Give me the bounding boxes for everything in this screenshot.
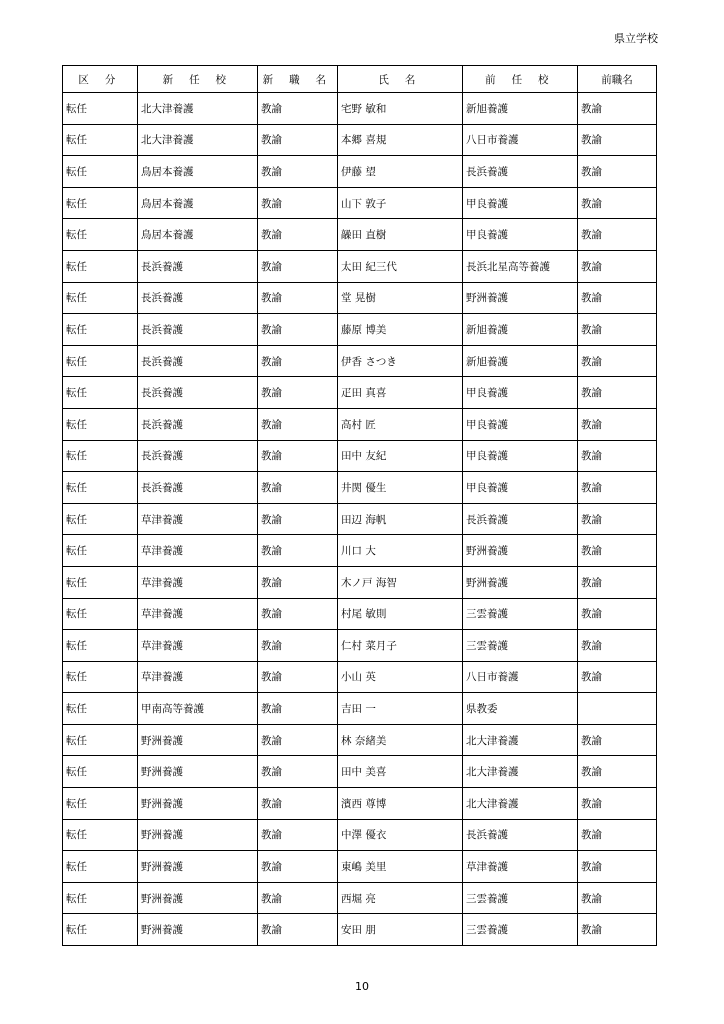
previous-position-cell: 教諭 bbox=[578, 219, 657, 251]
table-row bbox=[63, 219, 657, 251]
new-school-cell: 甲南高等養護 bbox=[138, 693, 258, 725]
table-row bbox=[63, 756, 657, 788]
category-cell: 転任 bbox=[63, 440, 138, 472]
previous-position-cell: 教諭 bbox=[578, 93, 657, 125]
new-position-cell: 教諭 bbox=[258, 724, 338, 756]
previous-position-cell bbox=[578, 693, 657, 725]
new-school-cell: 草津養護 bbox=[138, 630, 258, 662]
table-row bbox=[63, 93, 657, 125]
table-row bbox=[63, 851, 657, 883]
category-cell: 転任 bbox=[63, 219, 138, 251]
new-school-cell: 野洲養護 bbox=[138, 882, 258, 914]
category-cell: 転任 bbox=[63, 661, 138, 693]
previous-position-cell: 教諭 bbox=[578, 408, 657, 440]
previous-school-cell: 長浜養護 bbox=[463, 503, 578, 535]
new-school-cell: 草津養護 bbox=[138, 503, 258, 535]
header-label: 県立学校 bbox=[614, 32, 658, 45]
new-position-cell: 教諭 bbox=[258, 219, 338, 251]
new-position-cell: 教諭 bbox=[258, 472, 338, 504]
previous-school-cell: 三雲養護 bbox=[463, 914, 578, 946]
new-position-cell: 教諭 bbox=[258, 440, 338, 472]
category-cell: 転任 bbox=[63, 535, 138, 567]
name-cell: 田辺 海帆 bbox=[338, 503, 463, 535]
new-school-cell: 長浜養護 bbox=[138, 282, 258, 314]
new-position-cell: 教諭 bbox=[258, 345, 338, 377]
previous-school-cell: 新旭養護 bbox=[463, 345, 578, 377]
new-school-cell: 草津養護 bbox=[138, 661, 258, 693]
table-row bbox=[63, 914, 657, 946]
name-cell: 太田 紀三代 bbox=[338, 250, 463, 282]
name-cell: 宅野 敏和 bbox=[338, 93, 463, 125]
category-cell: 転任 bbox=[63, 503, 138, 535]
previous-position-cell: 教諭 bbox=[578, 566, 657, 598]
table-row bbox=[63, 661, 657, 693]
category-cell: 転任 bbox=[63, 630, 138, 662]
category-cell: 転任 bbox=[63, 187, 138, 219]
new-position-cell: 教諭 bbox=[258, 408, 338, 440]
new-school-cell: 草津養護 bbox=[138, 598, 258, 630]
new-school-cell: 草津養護 bbox=[138, 535, 258, 567]
previous-position-cell: 教諭 bbox=[578, 724, 657, 756]
previous-position-cell: 教諭 bbox=[578, 598, 657, 630]
previous-school-cell: 野洲養護 bbox=[463, 282, 578, 314]
new-position-cell: 教諭 bbox=[258, 693, 338, 725]
table-body bbox=[63, 93, 657, 946]
new-school-cell: 野洲養護 bbox=[138, 788, 258, 820]
new-school-cell: 北大津養護 bbox=[138, 93, 258, 125]
new-position-cell: 教諭 bbox=[258, 282, 338, 314]
new-school-cell: 野洲養護 bbox=[138, 724, 258, 756]
name-cell: 藤原 博美 bbox=[338, 314, 463, 346]
previous-school-cell: 長浜北星高等養護 bbox=[463, 250, 578, 282]
previous-position-cell: 教諭 bbox=[578, 377, 657, 409]
table-row bbox=[63, 693, 657, 725]
previous-position-cell: 教諭 bbox=[578, 630, 657, 662]
table-row bbox=[63, 250, 657, 282]
previous-position-cell: 教諭 bbox=[578, 535, 657, 567]
previous-school-cell: 八日市養護 bbox=[463, 124, 578, 156]
new-position-cell: 教諭 bbox=[258, 661, 338, 693]
category-cell: 転任 bbox=[63, 693, 138, 725]
category-cell: 転任 bbox=[63, 598, 138, 630]
category-cell: 転任 bbox=[63, 124, 138, 156]
category-cell: 転任 bbox=[63, 472, 138, 504]
table-row bbox=[63, 630, 657, 662]
new-school-cell: 鳥居本養護 bbox=[138, 156, 258, 188]
previous-position-cell: 教諭 bbox=[578, 503, 657, 535]
previous-school-cell: 長浜養護 bbox=[463, 156, 578, 188]
table-row bbox=[63, 503, 657, 535]
previous-school-cell: 三雲養護 bbox=[463, 882, 578, 914]
name-cell: 井関 優生 bbox=[338, 472, 463, 504]
category-cell: 転任 bbox=[63, 566, 138, 598]
new-school-cell: 鳥居本養護 bbox=[138, 219, 258, 251]
name-cell: 中澤 優衣 bbox=[338, 819, 463, 851]
previous-position-cell: 教諭 bbox=[578, 345, 657, 377]
name-cell: 仁村 菜月子 bbox=[338, 630, 463, 662]
previous-school-cell: 新旭養護 bbox=[463, 93, 578, 125]
table-row bbox=[63, 566, 657, 598]
category-cell: 転任 bbox=[63, 819, 138, 851]
name-cell: 伊香 さつき bbox=[338, 345, 463, 377]
new-school-cell: 野洲養護 bbox=[138, 914, 258, 946]
new-school-cell: 長浜養護 bbox=[138, 408, 258, 440]
previous-school-cell: 甲良養護 bbox=[463, 187, 578, 219]
new-position-cell: 教諭 bbox=[258, 503, 338, 535]
new-school-cell: 野洲養護 bbox=[138, 819, 258, 851]
new-school-cell: 長浜養護 bbox=[138, 377, 258, 409]
name-cell: 伊藤 望 bbox=[338, 156, 463, 188]
previous-position-cell: 教諭 bbox=[578, 882, 657, 914]
category-cell: 転任 bbox=[63, 724, 138, 756]
category-cell: 転任 bbox=[63, 756, 138, 788]
category-cell: 転任 bbox=[63, 156, 138, 188]
name-cell: 山下 敦子 bbox=[338, 187, 463, 219]
table-row bbox=[63, 472, 657, 504]
page-number: 10 bbox=[355, 980, 369, 993]
previous-position-cell: 教諭 bbox=[578, 282, 657, 314]
table-row bbox=[63, 314, 657, 346]
previous-school-cell: 甲良養護 bbox=[463, 219, 578, 251]
new-position-cell: 教諭 bbox=[258, 377, 338, 409]
column-header-new-school: 新 任 校 bbox=[138, 66, 258, 93]
table-row bbox=[63, 408, 657, 440]
name-cell: 高村 匠 bbox=[338, 408, 463, 440]
table-row bbox=[63, 156, 657, 188]
previous-school-cell: 北大津養護 bbox=[463, 788, 578, 820]
previous-school-cell: 八日市養護 bbox=[463, 661, 578, 693]
previous-position-cell: 教諭 bbox=[578, 187, 657, 219]
previous-position-cell: 教諭 bbox=[578, 661, 657, 693]
category-cell: 転任 bbox=[63, 345, 138, 377]
new-position-cell: 教諭 bbox=[258, 124, 338, 156]
previous-school-cell: 野洲養護 bbox=[463, 535, 578, 567]
new-position-cell: 教諭 bbox=[258, 882, 338, 914]
new-school-cell: 野洲養護 bbox=[138, 851, 258, 883]
new-school-cell: 長浜養護 bbox=[138, 472, 258, 504]
name-cell: 林 奈緒美 bbox=[338, 724, 463, 756]
previous-school-cell: 三雲養護 bbox=[463, 630, 578, 662]
table-row bbox=[63, 535, 657, 567]
table-row bbox=[63, 788, 657, 820]
new-school-cell: 鳥居本養護 bbox=[138, 187, 258, 219]
new-position-cell: 教諭 bbox=[258, 535, 338, 567]
new-position-cell: 教諭 bbox=[258, 187, 338, 219]
previous-position-cell: 教諭 bbox=[578, 440, 657, 472]
new-position-cell: 教諭 bbox=[258, 851, 338, 883]
category-cell: 転任 bbox=[63, 250, 138, 282]
previous-school-cell: 甲良養護 bbox=[463, 377, 578, 409]
name-cell: 髞田 直樹 bbox=[338, 219, 463, 251]
name-cell: 吉田 一 bbox=[338, 693, 463, 725]
previous-position-cell: 教諭 bbox=[578, 472, 657, 504]
new-position-cell: 教諭 bbox=[258, 914, 338, 946]
new-school-cell: 草津養護 bbox=[138, 566, 258, 598]
previous-position-cell: 教諭 bbox=[578, 914, 657, 946]
category-cell: 転任 bbox=[63, 851, 138, 883]
column-header-name: 氏 名 bbox=[338, 66, 463, 93]
table-row bbox=[63, 598, 657, 630]
previous-school-cell: 北大津養護 bbox=[463, 724, 578, 756]
name-cell: 小山 英 bbox=[338, 661, 463, 693]
new-position-cell: 教諭 bbox=[258, 93, 338, 125]
table-row bbox=[63, 882, 657, 914]
previous-school-cell: 北大津養護 bbox=[463, 756, 578, 788]
new-position-cell: 教諭 bbox=[258, 630, 338, 662]
column-header-previous-position: 前職名 bbox=[578, 66, 657, 93]
previous-position-cell: 教諭 bbox=[578, 756, 657, 788]
table-row bbox=[63, 282, 657, 314]
previous-school-cell: 県教委 bbox=[463, 693, 578, 725]
name-cell: 東嶋 美里 bbox=[338, 851, 463, 883]
previous-school-cell: 甲良養護 bbox=[463, 472, 578, 504]
personnel-table bbox=[62, 65, 657, 946]
table-row bbox=[63, 819, 657, 851]
name-cell: 田中 友紀 bbox=[338, 440, 463, 472]
table-row bbox=[63, 124, 657, 156]
new-school-cell: 長浜養護 bbox=[138, 250, 258, 282]
column-header-new-position: 新 職 名 bbox=[258, 66, 338, 93]
new-school-cell: 長浜養護 bbox=[138, 314, 258, 346]
table-header-row bbox=[63, 66, 657, 93]
category-cell: 転任 bbox=[63, 377, 138, 409]
previous-position-cell: 教諭 bbox=[578, 788, 657, 820]
name-cell: 本郷 喜規 bbox=[338, 124, 463, 156]
previous-school-cell: 甲良養護 bbox=[463, 408, 578, 440]
new-position-cell: 教諭 bbox=[258, 566, 338, 598]
new-position-cell: 教諭 bbox=[258, 598, 338, 630]
name-cell: 川口 大 bbox=[338, 535, 463, 567]
column-header-category: 区 分 bbox=[63, 66, 138, 93]
new-school-cell: 長浜養護 bbox=[138, 345, 258, 377]
table-row bbox=[63, 187, 657, 219]
name-cell: 西堀 亮 bbox=[338, 882, 463, 914]
previous-school-cell: 三雲養護 bbox=[463, 598, 578, 630]
previous-position-cell: 教諭 bbox=[578, 250, 657, 282]
name-cell: 田中 美喜 bbox=[338, 756, 463, 788]
new-position-cell: 教諭 bbox=[258, 819, 338, 851]
category-cell: 転任 bbox=[63, 314, 138, 346]
new-position-cell: 教諭 bbox=[258, 314, 338, 346]
name-cell: 木ノ戸 海智 bbox=[338, 566, 463, 598]
name-cell: 村尾 敏則 bbox=[338, 598, 463, 630]
previous-position-cell: 教諭 bbox=[578, 819, 657, 851]
category-cell: 転任 bbox=[63, 282, 138, 314]
name-cell: 疋田 真喜 bbox=[338, 377, 463, 409]
table-row bbox=[63, 345, 657, 377]
previous-school-cell: 草津養護 bbox=[463, 851, 578, 883]
new-position-cell: 教諭 bbox=[258, 756, 338, 788]
new-school-cell: 野洲養護 bbox=[138, 756, 258, 788]
previous-school-cell: 長浜養護 bbox=[463, 819, 578, 851]
previous-position-cell: 教諭 bbox=[578, 156, 657, 188]
previous-school-cell: 野洲養護 bbox=[463, 566, 578, 598]
previous-school-cell: 新旭養護 bbox=[463, 314, 578, 346]
previous-position-cell: 教諭 bbox=[578, 851, 657, 883]
category-cell: 転任 bbox=[63, 93, 138, 125]
table-row bbox=[63, 377, 657, 409]
column-header-previous-school: 前 任 校 bbox=[463, 66, 578, 93]
table-row bbox=[63, 440, 657, 472]
name-cell: 濱西 尊博 bbox=[338, 788, 463, 820]
category-cell: 転任 bbox=[63, 408, 138, 440]
new-position-cell: 教諭 bbox=[258, 250, 338, 282]
new-position-cell: 教諭 bbox=[258, 156, 338, 188]
new-position-cell: 教諭 bbox=[258, 788, 338, 820]
category-cell: 転任 bbox=[63, 788, 138, 820]
previous-position-cell: 教諭 bbox=[578, 314, 657, 346]
category-cell: 転任 bbox=[63, 914, 138, 946]
previous-position-cell: 教諭 bbox=[578, 124, 657, 156]
new-school-cell: 北大津養護 bbox=[138, 124, 258, 156]
table-row bbox=[63, 724, 657, 756]
previous-school-cell: 甲良養護 bbox=[463, 440, 578, 472]
name-cell: 堂 晃樹 bbox=[338, 282, 463, 314]
name-cell: 安田 朋 bbox=[338, 914, 463, 946]
category-cell: 転任 bbox=[63, 882, 138, 914]
new-school-cell: 長浜養護 bbox=[138, 440, 258, 472]
